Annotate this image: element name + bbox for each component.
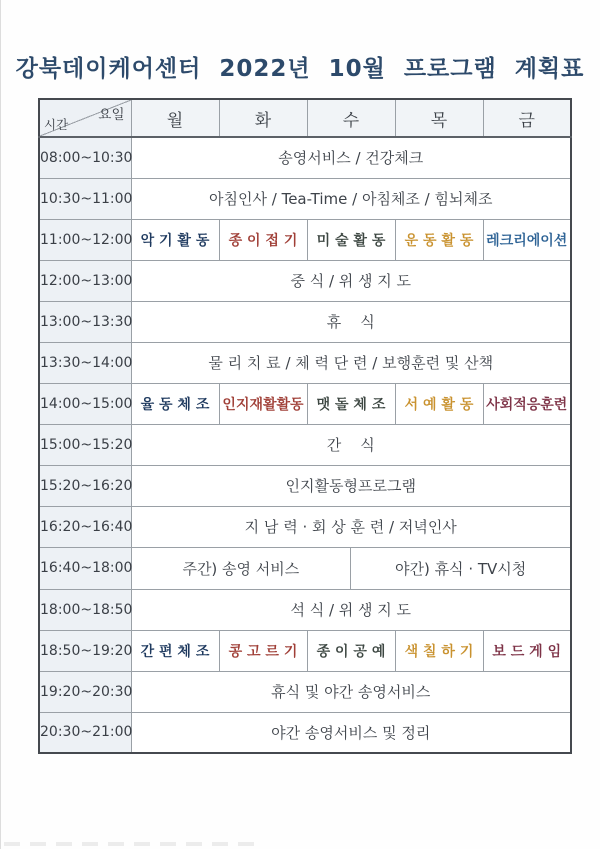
- table-row: [39, 178, 571, 219]
- activity-cell-thu: 색 칠 하 기: [395, 630, 483, 671]
- activity-cell-wed: 맷 돌 체 조: [307, 383, 395, 424]
- scan-speckle-artifact: [4, 842, 260, 846]
- activity-cell-all-days: 지 남 력 · 회 상 훈 련 / 저녁인사: [131, 506, 571, 547]
- time-cell: 19:20~20:30: [39, 671, 131, 712]
- table-row: [39, 383, 571, 424]
- schedule-table: [38, 98, 572, 754]
- activity-cell-all-days: 야간 송영서비스 및 정리: [131, 712, 571, 753]
- table-row: [39, 506, 571, 547]
- time-cell: 18:50~19:20: [39, 630, 131, 671]
- activity-cell-fri: 보 드 게 임: [483, 630, 571, 671]
- activity-cell-wed: 종 이 공 예: [307, 630, 395, 671]
- activity-cell-tue: 콩 고 르 기: [219, 630, 307, 671]
- activity-cell-all-days: 물 리 치 료 / 체 력 단 련 / 보행훈련 및 산책: [131, 342, 571, 383]
- day-shift-cell: 주간) 송영 서비스: [132, 548, 352, 589]
- activity-cell-all-days: 간 식: [131, 424, 571, 465]
- day-header-fri: 금: [483, 99, 571, 137]
- activity-cell-all-days: 휴 식: [131, 301, 571, 342]
- table-row: [39, 219, 571, 260]
- activity-cell-thu: 운 동 활 동: [395, 219, 483, 260]
- activity-cell-fri: 레크리에이션: [483, 219, 571, 260]
- time-cell: 11:00~12:00: [39, 219, 131, 260]
- time-cell: 16:40~18:00: [39, 547, 131, 589]
- table-row: [39, 547, 571, 589]
- time-cell: 15:00~15:20: [39, 424, 131, 465]
- table-row: [39, 342, 571, 383]
- time-cell: 20:30~21:00: [39, 712, 131, 753]
- table-row: [39, 301, 571, 342]
- time-cell: 12:00~13:00: [39, 260, 131, 301]
- time-cell: 13:00~13:30: [39, 301, 131, 342]
- time-cell: 16:20~16:40: [39, 506, 131, 547]
- table-row: [39, 630, 571, 671]
- header-row: [39, 99, 571, 137]
- table-row: [39, 465, 571, 506]
- activity-cell-mon: 악 기 활 동: [131, 219, 219, 260]
- time-cell: 13:30~14:00: [39, 342, 131, 383]
- page-title: 강북데이케어센터 2022년 10월 프로그램 계획표: [15, 56, 585, 82]
- table-row: [39, 260, 571, 301]
- activity-cell-all-days: 송영서비스 / 건강체크: [131, 137, 571, 178]
- split-wrap: [132, 548, 571, 589]
- activity-cell-mon: 간 편 체 조: [131, 630, 219, 671]
- activity-cell-fri: 사회적응훈련: [483, 383, 571, 424]
- table-row: [39, 671, 571, 712]
- activity-cell-tue: 인지재활활동: [219, 383, 307, 424]
- time-cell: 08:00~10:30: [39, 137, 131, 178]
- activity-cell-tue: 종 이 접 기: [219, 219, 307, 260]
- day-header-tue: 화: [219, 99, 307, 137]
- time-cell: 15:20~16:20: [39, 465, 131, 506]
- activity-cell-thu: 서 예 활 동: [395, 383, 483, 424]
- day-header-wed: 수: [307, 99, 395, 137]
- activity-cell-mon: 율 동 체 조: [131, 383, 219, 424]
- activity-cell-all-days: 중 식 / 위 생 지 도: [131, 260, 571, 301]
- day-header-thu: 목: [395, 99, 483, 137]
- table-row: [39, 424, 571, 465]
- activity-cell-all-days: 휴식 및 야간 송영서비스: [131, 671, 571, 712]
- split-activity-cell: [131, 547, 571, 589]
- night-shift-cell: 야간) 휴식 · TV시청: [394, 559, 527, 578]
- activity-cell-all-days: 아침인사 / Tea-Time / 아침체조 / 힘뇌체조: [131, 178, 571, 219]
- corner-day-label: 요일: [98, 107, 125, 123]
- scan-edge-artifact: [0, 0, 1, 849]
- activity-cell-all-days: 인지활동형프로그램: [131, 465, 571, 506]
- time-cell: 10:30~11:00: [39, 178, 131, 219]
- time-cell: 14:00~15:00: [39, 383, 131, 424]
- corner-cell: [39, 99, 131, 137]
- activity-cell-wed: 미 술 활 동: [307, 219, 395, 260]
- table-row: [39, 589, 571, 630]
- day-header-mon: 월: [131, 99, 219, 137]
- time-cell: 18:00~18:50: [39, 589, 131, 630]
- table-row: [39, 712, 571, 753]
- activity-cell-all-days: 석 식 / 위 생 지 도: [131, 589, 571, 630]
- corner-time-label: 시간: [44, 117, 69, 132]
- table-row: [39, 137, 571, 178]
